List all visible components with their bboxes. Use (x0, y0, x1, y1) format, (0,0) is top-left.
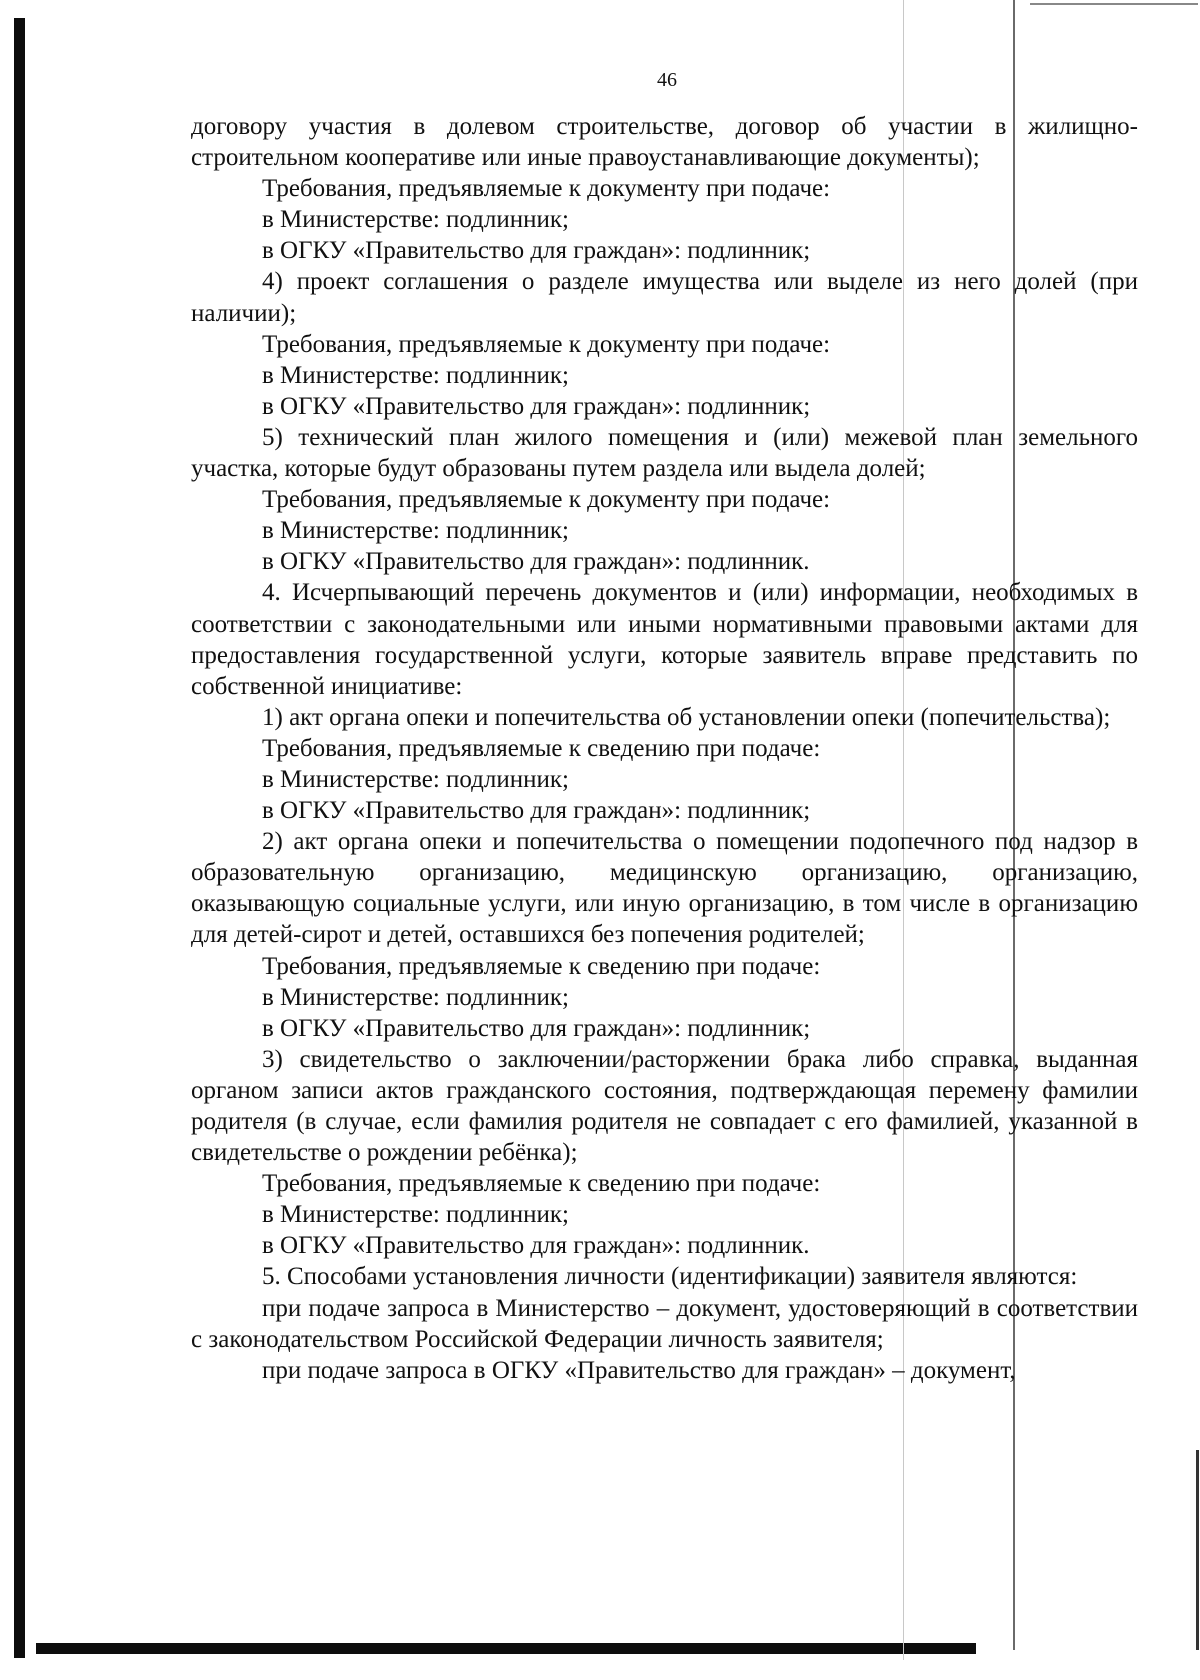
scan-left-edge-shadow (14, 18, 25, 1658)
paragraph-requirements: Требования, предъявляемые к сведению при подаче: (262, 1170, 821, 1198)
scan-top-edge-line (1030, 3, 1198, 5)
paragraph-ministry: в Министерстве: подлинник; (262, 1201, 569, 1229)
list-item-1: 1) акт органа опеки и попечительства об установлении опеки (попечительства); (262, 703, 1111, 731)
page-number: 46 (657, 69, 677, 91)
scan-bottom-edge-shadow (36, 1643, 976, 1654)
paragraph-requirements: Требования, предъявляемые к документу при подаче: (262, 175, 831, 203)
paragraph-ministry: в Министерстве: подлинник; (262, 983, 569, 1011)
paragraph-ogku: в ОГКУ «Правительство для граждан»: подлинник; (262, 1014, 811, 1042)
paragraph-ministry: в Министерстве: подлинник; (262, 206, 569, 234)
list-item-3: 3) свидетельство о заключении/расторжении брака либо справка, выданная органом записи актов гражданского состояния, подтверждающая перемену фамилии родителя (в случае, если фамилия родителя не совпадает с его фамилией, указанной в свидетельстве о рождении ребёнка); (191, 1045, 1138, 1167)
paragraph-ogku: в ОГКУ «Правительство для граждан»: подлинник; (262, 237, 811, 265)
paragraph-requirements: Требования, предъявляемые к документу при подаче: (262, 330, 831, 358)
paragraph-requirements: Требования, предъявляемые к документу при подаче: (262, 486, 831, 514)
list-item-2: 2) акт органа опеки и попечительства о помещении подопечного под надзор в образовательную организацию, медицинскую организацию, организацию, оказывающую социальные услуги, или иную организацию, в том числе в организацию для детей-сирот и детей, оставшихся без попечения родителей; (191, 828, 1138, 949)
paragraph-identification-ogku: при подаче запроса в ОГКУ «Правительство для граждан» – документ, (262, 1356, 1016, 1384)
document-body (191, 111, 1138, 1386)
paragraph-ogku: в ОГКУ «Правительство для граждан»: подлинник. (262, 1232, 810, 1260)
paragraph-requirements: Требования, предъявляемые к сведению при подаче: (262, 952, 821, 980)
paragraph-ogku: в ОГКУ «Правительство для граждан»: подлинник; (262, 392, 811, 420)
paragraph-identification-ministry: при подаче запроса в Министерство – документ, удостоверяющий в соответствии с законодательством Российской Федерации личность заявителя; (191, 1294, 1138, 1353)
list-item-4: 4) проект соглашения о разделе имущества или выделе из него долей (при наличии); (191, 268, 1138, 327)
paragraph-ogku: в ОГКУ «Правительство для граждан»: подлинник. (262, 548, 810, 576)
section-5: 5. Способами установления личности (идентификации) заявителя являются: (262, 1263, 1078, 1291)
paragraph-ministry: в Министерстве: подлинник; (262, 361, 569, 389)
paragraph-ministry: в Министерстве: подлинник; (262, 517, 569, 545)
paragraph-ogku: в ОГКУ «Правительство для граждан»: подлинник; (262, 797, 811, 825)
paragraph-continuation: договору участия в долевом строительстве, договор об участии в жилищно-строительном кооперативе или иные правоустанавливающие документы); (191, 113, 1138, 172)
list-item-5: 5) технический план жилого помещения и (или) межевой план земельного участка, которые будут образованы путем раздела или выдела долей; (191, 423, 1138, 483)
paragraph-ministry: в Министерстве: подлинник; (262, 765, 569, 793)
scan-right-edge-shadow (1196, 1450, 1199, 1650)
paragraph-requirements: Требования, предъявляемые к сведению при подаче: (262, 734, 821, 762)
section-4: 4. Исчерпывающий перечень документов и (или) информации, необходимых в соответствии с законодательными или иными нормативными правовыми актами для предоставления государственной услуги, которые заявитель вправе представить по собственной инициативе: (191, 579, 1138, 700)
